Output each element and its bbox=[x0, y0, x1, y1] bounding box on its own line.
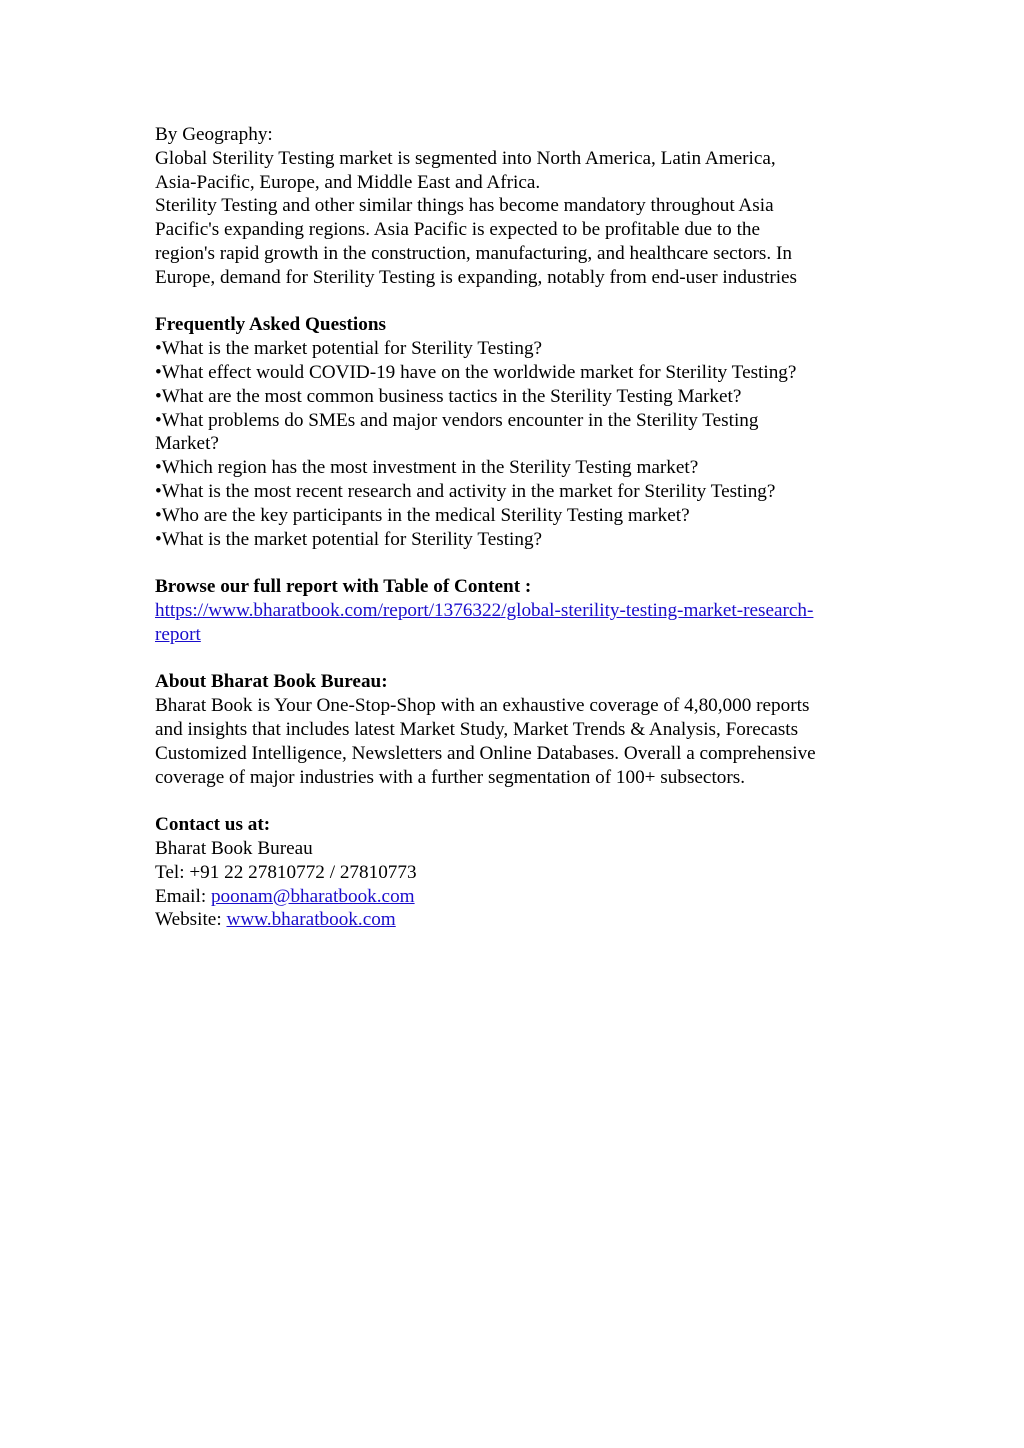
faq-item: •What is the market potential for Sterility Testing? bbox=[155, 528, 543, 550]
geography-section bbox=[155, 123, 875, 290]
geography-text-line: Europe, demand for Sterility Testing is expanding, notably from end-user industries bbox=[155, 266, 798, 288]
faq-item: •Who are the key participants in the medical Sterility Testing market? bbox=[155, 504, 690, 526]
faq-section bbox=[155, 313, 875, 551]
faq-item: •What is the market potential for Sterility Testing? bbox=[155, 338, 543, 360]
website-link[interactable]: www.bharatbook.com bbox=[226, 909, 396, 931]
section-spacer bbox=[155, 789, 875, 813]
geography-heading: By Geography: bbox=[155, 124, 273, 145]
website-label: Website: bbox=[155, 909, 227, 931]
report-link-line[interactable]: report bbox=[155, 623, 201, 645]
report-link[interactable] bbox=[155, 599, 875, 647]
email-link[interactable]: poonam@bharatbook.com bbox=[210, 885, 415, 907]
faq-item: •What effect would COVID-19 have on the worldwide market for Sterility Testing? bbox=[155, 361, 797, 383]
about-text-line: and insights that includes latest Market Study, Market Trends & Analysis, Forecasts bbox=[155, 718, 799, 740]
about-heading: About Bharat Book Bureau: bbox=[155, 671, 388, 693]
faq-item: •What problems do SMEs and major vendors encounter in the Sterility Testing bbox=[155, 409, 759, 431]
email-label: Email: bbox=[155, 885, 211, 907]
faq-item: •Which region has the most investment in the Sterility Testing market? bbox=[155, 457, 699, 479]
report-link-line[interactable]: https://www.bharatbook.com/report/1376322/global-sterility-testing-market-research- bbox=[155, 599, 814, 621]
geography-text-line: Sterility Testing and other similar things has become mandatory throughout Asia bbox=[155, 195, 774, 217]
faq-heading: Frequently Asked Questions bbox=[155, 314, 386, 336]
faq-item: Market? bbox=[155, 433, 219, 455]
about-text-line: coverage of major industries with a further segmentation of 100+ subsectors. bbox=[155, 766, 746, 788]
geography-text-line: Pacific's expanding regions. Asia Pacific is expected to be profitable due to the bbox=[155, 219, 761, 241]
document-body bbox=[155, 123, 875, 932]
contact-section bbox=[155, 813, 875, 932]
contact-heading: Contact us at: bbox=[155, 814, 271, 836]
geography-text-line: Asia-Pacific, Europe, and Middle East and Africa. bbox=[155, 171, 541, 193]
section-spacer bbox=[155, 290, 875, 314]
faq-item: •What is the most recent research and activity in the market for Sterility Testing? bbox=[155, 480, 776, 502]
section-spacer bbox=[155, 551, 875, 575]
about-text-line: Customized Intelligence, Newsletters and Online Databases. Overall a comprehensive bbox=[155, 742, 816, 764]
about-section bbox=[155, 670, 875, 789]
browse-section bbox=[155, 575, 875, 646]
geography-text-line: region's rapid growth in the construction, manufacturing, and healthcare sectors. In bbox=[155, 242, 792, 264]
geography-text-line: Global Sterility Testing market is segmented into North America, Latin America, bbox=[155, 147, 776, 169]
faq-item: •What are the most common business tactics in the Sterility Testing Market? bbox=[155, 385, 742, 407]
section-spacer bbox=[155, 647, 875, 671]
contact-email-row bbox=[155, 885, 875, 909]
browse-heading: Browse our full report with Table of Content : bbox=[155, 576, 532, 598]
contact-tel: Tel: +91 22 27810772 / 27810773 bbox=[155, 861, 417, 883]
contact-website-row bbox=[155, 908, 875, 932]
about-text-line: Bharat Book is Your One-Stop-Shop with an exhaustive coverage of 4,80,000 reports bbox=[155, 695, 810, 717]
contact-company: Bharat Book Bureau bbox=[155, 837, 313, 859]
